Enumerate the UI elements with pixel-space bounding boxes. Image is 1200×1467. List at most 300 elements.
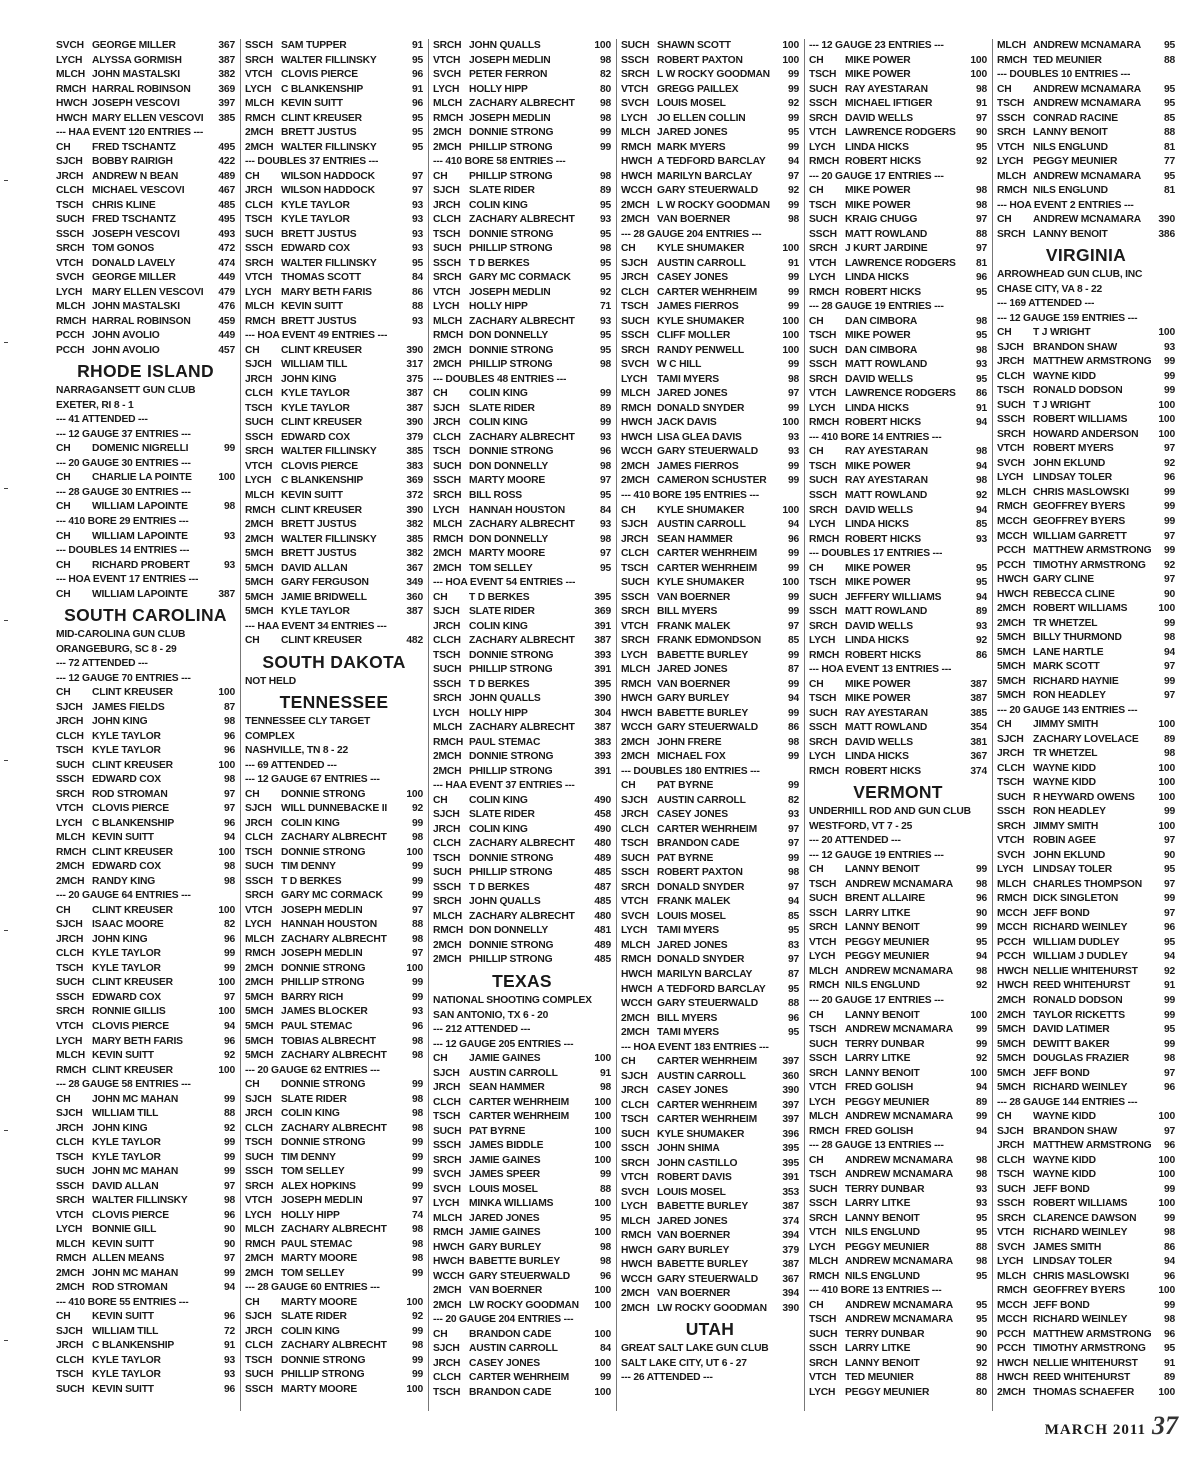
shooter-name: T J WRIGHT (1033, 327, 1091, 339)
result-row (809, 315, 987, 330)
score: 98 (411, 1224, 423, 1236)
class-code: 5MCH (245, 548, 274, 560)
score: 467 (218, 185, 235, 197)
shooter-name: CLOVIS PIERCE (281, 460, 358, 472)
event-heading: --- 410 BORE 55 ENTRIES --- (56, 1296, 189, 1308)
shooter-name: TAMI MYERS (657, 925, 719, 937)
score: 97 (787, 954, 799, 966)
result-row (809, 504, 987, 519)
score: 95 (599, 1212, 611, 1224)
class-code: LYCH (56, 54, 83, 66)
shooter-name: SLATE RIDER (281, 1093, 347, 1105)
score: 304 (594, 707, 611, 719)
score: 387 (594, 722, 611, 734)
class-code: CH (809, 1154, 824, 1166)
class-code: 5MCH (997, 675, 1026, 687)
class-code: TSCH (809, 199, 837, 211)
result-row (433, 1081, 611, 1096)
shooter-name: COLIN KING (281, 817, 340, 829)
state-heading: TEXAS (492, 971, 552, 991)
result-row (433, 1168, 611, 1183)
shooter-name: JARED JONES (657, 127, 728, 139)
score: 99 (411, 890, 423, 902)
shooter-name: HARRAL ROBINSON (92, 315, 191, 327)
class-code: RMCH (997, 501, 1028, 513)
result-row (809, 155, 987, 170)
class-code: TSCH (433, 446, 461, 458)
class-code: MLCH (56, 832, 85, 844)
score: 95 (975, 141, 987, 153)
result-row (245, 358, 423, 373)
score: 95 (411, 112, 423, 124)
class-code: VTCH (56, 803, 84, 815)
result-row (433, 692, 611, 707)
class-code: 2MCH (433, 1285, 462, 1297)
club-info: MID-CAROLINA GUN CLUB (56, 629, 186, 641)
score: 99 (411, 1354, 423, 1366)
class-code: SRCH (997, 228, 1026, 240)
score: 98 (411, 1238, 423, 1250)
result-row (56, 286, 235, 301)
result-row (56, 1281, 235, 1296)
result-row (245, 860, 423, 875)
class-code: MLCH (809, 1111, 838, 1123)
shooter-name: GARY STEUERWALD (657, 722, 758, 734)
score: 89 (975, 1096, 987, 1108)
score: 395 (782, 1143, 799, 1155)
score: 99 (223, 1166, 235, 1178)
shooter-name: ISAAC MOORE (92, 919, 164, 931)
result-row (621, 866, 799, 881)
result-row (433, 620, 611, 635)
result-row (56, 1325, 235, 1340)
shooter-name: R HEYWARD OWENS (1033, 791, 1135, 803)
class-code: SJCH (997, 1125, 1024, 1137)
result-row (245, 112, 423, 127)
class-code: JRCH (997, 748, 1025, 760)
result-row (997, 1357, 1175, 1372)
result-row (621, 678, 799, 693)
result-row (433, 649, 611, 664)
result-row (245, 68, 423, 83)
score: 99 (1163, 806, 1175, 818)
result-row (621, 1171, 799, 1186)
shooter-name: RAY AYESTARAN (845, 707, 928, 719)
shooter-name: CASEY JONES (657, 1085, 728, 1097)
shooter-name: RICHARD HAYNIE (1033, 675, 1119, 687)
result-row (245, 788, 423, 803)
class-code: CH (56, 141, 71, 153)
shooter-name: NILS ENGLUND (845, 980, 920, 992)
result-row (56, 976, 235, 991)
class-code: TSCH (809, 1314, 837, 1326)
class-code: LYCH (809, 1096, 836, 1108)
result-row (621, 445, 799, 460)
class-code: CH (56, 1311, 71, 1323)
score: 99 (1163, 1212, 1175, 1224)
result-row (433, 823, 611, 838)
shooter-name: LARRY LITKE (845, 907, 911, 919)
result-row (997, 1284, 1175, 1299)
result-row (621, 112, 799, 127)
score: 100 (594, 1111, 611, 1123)
class-code: WCCH (621, 722, 653, 734)
class-code: CLCH (56, 1137, 84, 1149)
score: 85 (787, 635, 799, 647)
class-code: SSCH (433, 1140, 461, 1152)
score: 92 (787, 185, 799, 197)
class-code: 5MCH (997, 661, 1026, 673)
event-heading: --- 28 GAUGE 204 ENTRIES --- (621, 228, 762, 240)
shooter-name: CHARLES THOMPSON (1033, 878, 1142, 890)
score: 99 (787, 359, 799, 371)
score: 98 (411, 832, 423, 844)
result-row (433, 1110, 611, 1125)
state-heading: TENNESSEE (279, 692, 389, 713)
class-code: CLCH (621, 823, 649, 835)
score: 99 (1163, 893, 1175, 905)
result-row (245, 242, 423, 257)
score: 95 (1163, 1343, 1175, 1355)
result-row (809, 184, 987, 199)
shooter-name: WILLIAM LAPOINTE (92, 588, 188, 600)
class-code: 2MCH (433, 141, 462, 153)
class-code: CH (809, 864, 824, 876)
score: 387 (406, 606, 423, 618)
shooter-name: VAN BOERNER (657, 214, 731, 226)
result-row (621, 562, 799, 577)
shooter-name: ROBERT PAXTON (657, 867, 743, 879)
score: 97 (1163, 661, 1175, 673)
shooter-name: DAVID WELLS (845, 373, 913, 385)
score: 387 (406, 388, 423, 400)
shooter-name: CLINT KREUSER (281, 344, 362, 356)
shooter-name: RICHARD WEINLEY (1033, 1082, 1128, 1094)
score: 94 (223, 832, 235, 844)
event-heading: --- DOUBLES 10 ENTRIES --- (997, 69, 1131, 81)
shooter-name: ALLEN MEANS (92, 1253, 165, 1265)
score: 360 (406, 591, 423, 603)
class-code: JRCH (997, 1140, 1025, 1152)
score: 390 (1158, 214, 1175, 226)
shooter-name: JOHN KING (281, 373, 337, 385)
class-code: 2MCH (245, 1253, 274, 1265)
class-code: SVCH (433, 1183, 461, 1195)
shooter-name: PHILLIP STRONG (469, 765, 553, 777)
result-row (245, 257, 423, 272)
class-code: SSCH (809, 722, 837, 734)
score: 94 (975, 1125, 987, 1137)
class-code: PCCH (997, 559, 1026, 571)
shooter-name: BABETTE BURLEY (469, 1256, 561, 1268)
shooter-name: ZACHARY ALBRECHT (469, 98, 575, 110)
class-code: 2MCH (621, 475, 650, 487)
shooter-name: DONNIE STRONG (281, 1354, 366, 1366)
score: 481 (594, 925, 611, 937)
result-row (621, 387, 799, 402)
class-code: HWCH (621, 1244, 653, 1256)
score: 96 (787, 1012, 799, 1024)
score: 96 (975, 272, 987, 284)
club-info: NOT HELD (245, 675, 297, 687)
result-row (245, 962, 423, 977)
shooter-name: MATT ROWLAND (845, 722, 928, 734)
class-code: 2MCH (433, 1299, 462, 1311)
class-code: CH (997, 1111, 1012, 1123)
class-code: 5MCH (997, 1053, 1026, 1065)
class-code: JRCH (245, 817, 273, 829)
result-row (621, 663, 799, 678)
score: 100 (1158, 1169, 1175, 1181)
shooter-name: MIKE POWER (845, 69, 911, 81)
class-code: CH (809, 54, 824, 66)
result-row (56, 1136, 235, 1151)
score: 99 (1163, 385, 1175, 397)
shooter-name: MARK SCOTT (1033, 661, 1100, 673)
score: 85 (787, 910, 799, 922)
result-row (621, 460, 799, 475)
shooter-name: JARED JONES (657, 664, 728, 676)
class-code: SVCH (621, 98, 649, 110)
class-code: TSCH (56, 745, 84, 757)
result-row (433, 1371, 611, 1386)
result-row (809, 416, 987, 431)
shooter-name: LAWRENCE RODGERS (845, 388, 956, 400)
shooter-name: MIKE POWER (845, 577, 911, 589)
shooter-name: BABETTE BURLEY (657, 649, 749, 661)
shooter-name: JOHN EKLUND (1033, 457, 1106, 469)
result-row (997, 805, 1175, 820)
score: 95 (975, 373, 987, 385)
class-code: SVCH (621, 910, 649, 922)
class-code: CLCH (997, 1154, 1025, 1166)
event-heading: --- HAA EVENT 120 ENTRIES --- (56, 127, 204, 139)
result-row (433, 939, 611, 954)
shooter-name: LINDA HICKS (845, 519, 909, 531)
shooter-name: BRETT JUSTUS (281, 127, 357, 139)
score: 393 (594, 751, 611, 763)
result-row (56, 802, 235, 817)
result-row (56, 1151, 235, 1166)
score: 93 (411, 315, 423, 327)
result-row (809, 907, 987, 922)
result-row (621, 997, 799, 1012)
shooter-name: GARY STEUERWALD (657, 185, 758, 197)
shooter-name: BONNIE GILL (92, 1224, 157, 1236)
result-row (621, 373, 799, 388)
class-code: SUCH (56, 759, 85, 771)
shooter-name: DONNIE STRONG (281, 846, 366, 858)
shooter-name: MARK MYERS (657, 141, 726, 153)
score: 485 (594, 896, 611, 908)
result-row (809, 736, 987, 751)
state-heading: SOUTH DAKOTA (262, 651, 406, 672)
shooter-name: EDWARD COX (92, 774, 161, 786)
score: 100 (218, 904, 235, 916)
score: 382 (406, 519, 423, 531)
class-code: PCCH (997, 936, 1026, 948)
shooter-name: MIKE POWER (845, 185, 911, 197)
score: 99 (223, 1151, 235, 1163)
score: 93 (975, 620, 987, 632)
score: 86 (411, 286, 423, 298)
score: 97 (223, 803, 235, 815)
score: 95 (411, 141, 423, 153)
shooter-name: DEWITT BAKER (1033, 1038, 1110, 1050)
score: 98 (787, 736, 799, 748)
shooter-name: JOHN MC MAHAN (92, 1267, 179, 1279)
shooter-name: MARILYN BARCLAY (657, 170, 753, 182)
shooter-name: A TEDFORD BARCLAY (657, 983, 766, 995)
event-heading: --- 20 GAUGE 204 ENTRIES --- (433, 1314, 574, 1326)
class-code: CH (56, 1093, 71, 1105)
shooter-name: JAMES SMITH (1033, 1241, 1102, 1253)
result-row (56, 1354, 235, 1369)
class-code: HWCH (621, 983, 653, 995)
class-code: 2MCH (245, 141, 274, 153)
class-code: MCCH (997, 1299, 1028, 1311)
result-row (245, 831, 423, 846)
shooter-name: TIMOTHY ARMSTRONG (1033, 559, 1146, 571)
event-heading: --- HOA EVENT 183 ENTRIES --- (621, 1041, 769, 1053)
shooter-name: GEOFFREY BYERS (1033, 1285, 1125, 1297)
score: 94 (1163, 646, 1175, 658)
score: 96 (787, 533, 799, 545)
shooter-name: AUSTIN CARROLL (657, 519, 746, 531)
class-code: LYCH (997, 864, 1024, 876)
score: 97 (787, 620, 799, 632)
result-row (621, 402, 799, 417)
score: 98 (787, 867, 799, 879)
shooter-name: JOHN KING (92, 716, 148, 728)
score: 80 (975, 1386, 987, 1398)
shooter-name: BILL MYERS (657, 1012, 718, 1024)
result-row (245, 1049, 423, 1064)
club-info: GREAT SALT LAKE GUN CLUB (621, 1343, 769, 1355)
class-code: CH (809, 1299, 824, 1311)
result-row (433, 1255, 611, 1270)
shooter-name: PHILLIP STRONG (469, 243, 553, 255)
class-code: SSCH (245, 40, 273, 51)
shooter-name: KYLE SHUMAKER (657, 243, 745, 255)
class-code: SRCH (809, 373, 838, 385)
result-row (245, 54, 423, 69)
shooter-name: LAWRENCE RODGERS (845, 257, 956, 269)
score: 97 (599, 548, 611, 560)
result-row (809, 576, 987, 591)
result-row (245, 1209, 423, 1224)
result-row (621, 315, 799, 330)
score: 383 (406, 460, 423, 472)
score: 99 (411, 1137, 423, 1149)
score: 98 (975, 965, 987, 977)
class-code: SSCH (433, 257, 461, 269)
class-code: RMCH (809, 533, 840, 545)
score: 99 (223, 443, 235, 455)
score: 390 (782, 1085, 799, 1097)
margin-mark (4, 342, 8, 343)
shooter-name: ZACHARY ALBRECHT (469, 214, 575, 226)
shooter-name: WILSON HADDOCK (281, 170, 375, 182)
score: 317 (406, 359, 423, 371)
class-code: VTCH (433, 286, 461, 298)
class-code: 2MCH (245, 977, 274, 989)
result-row (621, 924, 799, 939)
score: 100 (594, 1285, 611, 1297)
result-row (433, 1067, 611, 1082)
class-code: CLCH (997, 370, 1025, 382)
shooter-name: JAMES SPEER (469, 1169, 541, 1181)
score: 98 (411, 1253, 423, 1265)
result-row (809, 1081, 987, 1096)
class-code: SRCH (245, 890, 274, 902)
result-row (433, 852, 611, 867)
shooter-name: VAN BOERNER (657, 591, 731, 603)
class-code: TSCH (621, 301, 649, 313)
shooter-name: TERRY DUNBAR (845, 1328, 925, 1340)
shooter-name: CLINT KREUSER (281, 504, 362, 516)
class-code: VTCH (245, 272, 273, 284)
shooter-name: T D BERKES (469, 678, 530, 690)
event-heading: --- 20 GAUGE 30 ENTRIES --- (56, 457, 191, 469)
score: 99 (975, 1024, 987, 1036)
result-row (56, 1209, 235, 1224)
result-row (433, 1299, 611, 1314)
result-row (56, 773, 235, 788)
shooter-name: LARRY LITKE (845, 1053, 911, 1065)
shooter-name: VAN BOERNER (469, 1285, 543, 1297)
class-code: SRCH (245, 257, 274, 269)
class-code: VTCH (997, 443, 1025, 455)
class-code: LYCH (621, 112, 648, 124)
class-code: MLCH (997, 878, 1026, 890)
score: 98 (599, 1082, 611, 1094)
shooter-name: TIMOTHY ARMSTRONG (1033, 1343, 1146, 1355)
score: 96 (223, 817, 235, 829)
result-row (56, 155, 235, 170)
event-heading: --- HOA EVENT 54 ENTRIES --- (433, 577, 576, 589)
class-code: SRCH (433, 272, 462, 284)
score: 100 (1158, 1111, 1175, 1123)
event-heading: --- 410 BORE 195 ENTRIES --- (621, 489, 760, 501)
result-row (997, 442, 1175, 457)
result-row (997, 892, 1175, 907)
class-code: VTCH (621, 83, 649, 95)
score: 100 (406, 1296, 423, 1308)
shooter-name: RON HEADLEY (1033, 806, 1106, 818)
result-row (997, 1241, 1175, 1256)
score: 96 (411, 69, 423, 81)
shooter-name: RAY AYESTARAN (845, 446, 928, 458)
shooter-name: PAT BYRNE (657, 852, 714, 864)
score: 94 (975, 591, 987, 603)
shooter-name: LOUIS MOSEL (469, 1183, 538, 1195)
shooter-name: NILS ENGLUND (1033, 185, 1108, 197)
shooter-name: TED MEUNIER (1033, 54, 1102, 66)
score: 99 (787, 751, 799, 763)
shooter-name: ROBERT WILLIAMS (1033, 1198, 1128, 1210)
shooter-name: WAYNE KIDD (1033, 777, 1096, 789)
class-code: 2MCH (245, 127, 274, 139)
shooter-name: SLATE RIDER (281, 1311, 347, 1323)
result-row (433, 1197, 611, 1212)
score: 490 (594, 823, 611, 835)
shooter-name: ALYSSA GORMISH (92, 54, 182, 66)
class-code: SSCH (245, 1383, 273, 1395)
shooter-name: SEAN HAMMER (657, 533, 733, 545)
score: 100 (1158, 1198, 1175, 1210)
class-code: VTCH (809, 1082, 837, 1094)
